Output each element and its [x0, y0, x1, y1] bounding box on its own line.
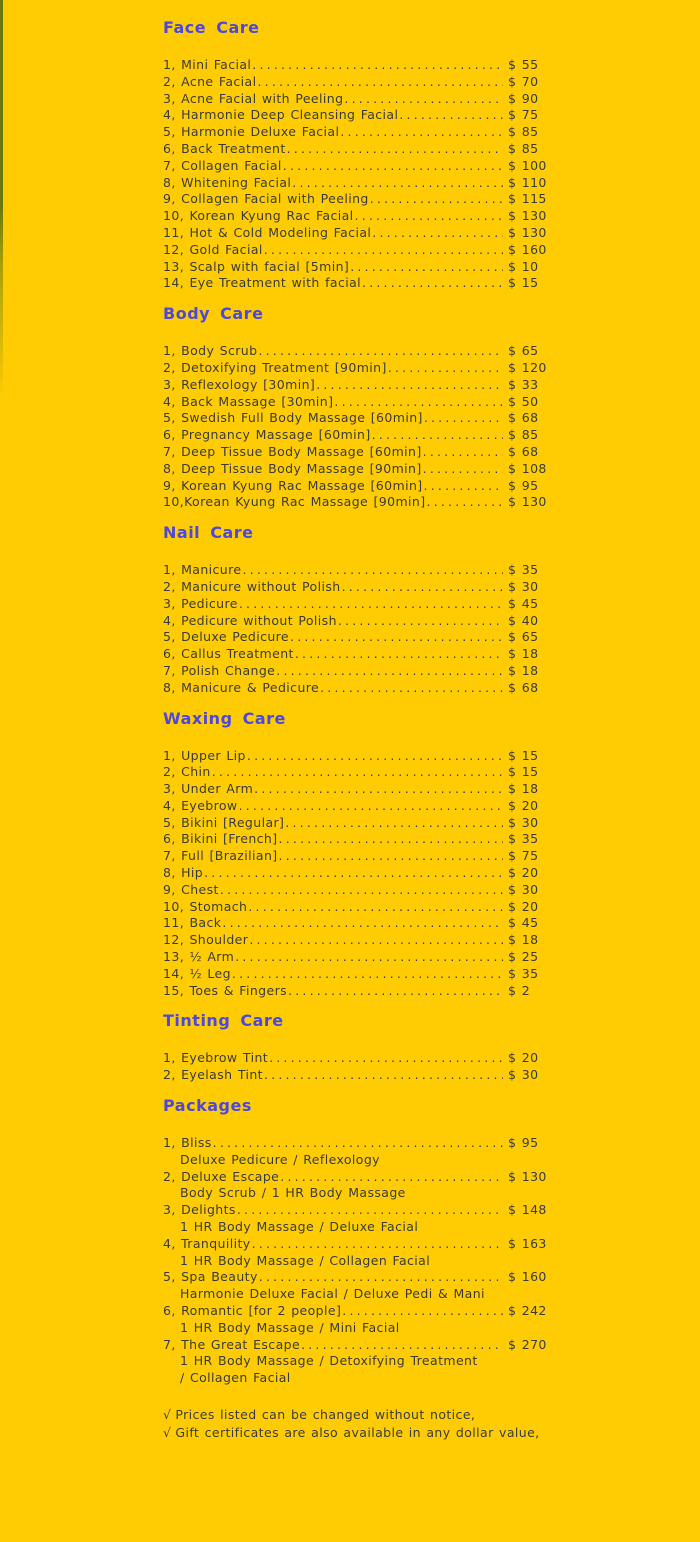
item-label: 8, Whitening Facial	[163, 174, 292, 190]
menu-item-row	[163, 764, 558, 781]
item-price: $ 40	[508, 612, 539, 628]
item-label: 14, ½ Leg	[163, 965, 231, 981]
dot-leader-icon	[355, 208, 503, 225]
dot-leader-icon	[212, 764, 503, 781]
item-label: 11, Back	[163, 915, 222, 931]
item-label: 3, Pedicure	[163, 595, 238, 611]
menu-item-row	[163, 562, 558, 579]
dot-leader-icon	[423, 444, 503, 461]
section-title: Waxing Care	[163, 708, 286, 728]
item-price: $ 18	[508, 781, 539, 797]
item-description: 1 HR Body Massage / Mini Facial	[180, 1319, 400, 1335]
dot-leader-icon	[264, 1067, 503, 1084]
dot-leader-icon	[290, 629, 503, 646]
menu-item-row	[163, 141, 558, 158]
dot-leader-icon	[243, 562, 504, 579]
item-price: $ 2	[508, 982, 531, 998]
menu-item-row	[163, 208, 558, 225]
dot-leader-icon	[280, 1169, 503, 1186]
menu-item-row	[163, 848, 558, 865]
menu-section-1	[163, 306, 563, 511]
item-label: 1, Bliss	[163, 1135, 212, 1151]
item-price: $ 10	[508, 258, 539, 274]
item-label: 1, Mini Facial	[163, 57, 252, 72]
item-label: 12, Gold Facial	[163, 241, 263, 257]
item-price: $ 75	[508, 107, 539, 123]
item-label: 2, Eyelash Tint	[163, 1067, 263, 1083]
item-label: 1, Body Scrub	[163, 343, 258, 359]
item-label: 10, Stomach	[163, 898, 248, 914]
item-price: $ 85	[508, 140, 539, 156]
menu-item-row	[163, 360, 558, 377]
item-label: 4, Pedicure without Polish	[163, 612, 337, 628]
dot-leader-icon	[372, 427, 503, 444]
item-label: 7, Collagen Facial	[163, 157, 282, 173]
menu-item-row	[163, 663, 558, 680]
item-price: $ 160	[508, 241, 547, 257]
section-title: Packages	[163, 1096, 252, 1116]
item-price: $ 270	[508, 1336, 547, 1352]
menu-item-row	[163, 899, 558, 916]
menu-item-row	[163, 831, 558, 848]
item-label: 6, Romantic [for 2 people]	[163, 1303, 342, 1319]
item-label: 5, Deluxe Pedicure	[163, 629, 290, 645]
item-price: $ 15	[508, 747, 539, 763]
item-price: $ 95	[508, 1135, 539, 1151]
menu-sections	[163, 20, 563, 1387]
item-label: 4, Harmonie Deep Cleansing Facial	[163, 107, 399, 123]
item-price: $ 242	[508, 1303, 547, 1319]
item-price: $ 68	[508, 443, 539, 459]
menu-item-row	[163, 815, 558, 832]
item-price: $ 120	[508, 359, 547, 375]
item-label: 11, Hot & Cold Modeling Facial	[163, 224, 372, 240]
item-label: 6, Pregnancy Massage [60min]	[163, 427, 371, 443]
dot-leader-icon	[320, 680, 503, 697]
note-text: Gift certificates are also available in any dollar value,	[175, 1424, 540, 1440]
item-label: 8, Manicure & Pedicure	[163, 679, 320, 695]
check-icon: √	[163, 1407, 172, 1422]
menu-item-row	[163, 175, 558, 192]
menu-item-row	[163, 124, 558, 141]
item-price: $ 108	[508, 460, 547, 476]
item-price: $ 15	[508, 764, 539, 780]
dot-leader-icon	[258, 343, 503, 360]
dot-leader-icon	[340, 124, 503, 141]
item-price: $ 45	[508, 915, 539, 931]
dot-leader-icon	[259, 1269, 503, 1286]
item-description: 1 HR Body Massage / Detoxifying Treatment	[180, 1353, 478, 1369]
section-title: Body Care	[163, 304, 264, 324]
dot-leader-icon	[232, 966, 503, 983]
item-price: $ 148	[508, 1202, 547, 1218]
item-price: $ 115	[508, 191, 547, 207]
dot-leader-icon	[424, 410, 503, 427]
item-description: Deluxe Pedicure / Reflexology	[180, 1151, 380, 1167]
menu-item-row	[163, 107, 558, 124]
section-title: Nail Care	[163, 523, 254, 543]
menu-item-row	[163, 57, 558, 74]
item-price: $ 30	[508, 814, 539, 830]
item-price: $ 30	[508, 1067, 539, 1083]
item-price: $ 130	[508, 1168, 547, 1184]
menu-item-row	[163, 343, 558, 360]
item-label: 10, Korean Kyung Rac Facial	[163, 208, 354, 224]
item-price: $ 35	[508, 562, 539, 578]
item-price: $ 30	[508, 578, 539, 594]
item-label: 8, Deep Tissue Body Massage [90min]	[163, 460, 422, 476]
menu-item-row	[163, 680, 558, 697]
check-icon: √	[163, 1424, 172, 1440]
dot-leader-icon	[239, 798, 503, 815]
price-menu	[163, 20, 563, 1441]
dot-leader-icon	[239, 596, 503, 613]
dot-leader-icon	[423, 461, 503, 478]
dot-leader-icon	[424, 478, 503, 495]
item-description: Body Scrub / 1 HR Body Massage	[180, 1185, 406, 1201]
menu-item-row	[163, 225, 558, 242]
menu-item-row	[163, 865, 558, 882]
menu-item-row	[163, 949, 558, 966]
item-label: 4, Eyebrow	[163, 797, 238, 813]
menu-item-row	[163, 410, 558, 427]
item-label: 8, Hip	[163, 865, 204, 881]
item-label: 9, Chest	[163, 881, 219, 897]
item-label: 7, Full [Brazilian]	[163, 848, 278, 864]
item-label: 6, Bikini [French]	[163, 831, 278, 847]
menu-item-row	[163, 191, 558, 208]
dot-leader-icon	[235, 949, 503, 966]
item-label: 5, Harmonie Deluxe Facial	[163, 124, 340, 140]
section-title: Tinting Care	[163, 1011, 284, 1031]
dot-leader-icon	[279, 831, 503, 848]
item-label: 13, Scalp with facial [5min]	[163, 258, 350, 274]
menu-item-row	[163, 242, 558, 259]
menu-section-2	[163, 525, 563, 696]
dot-leader-icon	[222, 915, 503, 932]
item-label: 5, Swedish Full Body Massage [60min]	[163, 410, 423, 426]
menu-item-row	[163, 427, 558, 444]
menu-item-row	[163, 494, 558, 511]
item-label: 13, ½ Arm	[163, 949, 235, 965]
menu-item-row	[163, 579, 558, 596]
menu-item-row	[163, 1337, 558, 1354]
item-label: 3, Delights	[163, 1202, 236, 1218]
menu-section-4	[163, 1013, 563, 1084]
item-label: 14, Eye Treatment with facial	[163, 275, 362, 291]
menu-item-row	[163, 461, 558, 478]
dot-leader-icon	[288, 983, 503, 1000]
footer-notes	[163, 1406, 563, 1441]
item-price: $ 75	[508, 848, 539, 864]
item-label: 12, Shoulder	[163, 932, 249, 948]
item-price: $ 20	[508, 898, 539, 914]
dot-leader-icon	[372, 225, 503, 242]
item-label: 3, Under Arm	[163, 781, 254, 797]
item-label: 7, Polish Change	[163, 662, 276, 678]
item-label: 6, Back Treatment	[163, 140, 286, 156]
item-price: $ 45	[508, 595, 539, 611]
menu-item-row	[163, 748, 558, 765]
menu-section-3	[163, 708, 563, 1000]
dot-leader-icon	[264, 242, 503, 259]
item-label: 2, Manicure without Polish	[163, 578, 341, 594]
menu-item-row	[163, 915, 558, 932]
dot-leader-icon	[269, 1050, 503, 1067]
dot-leader-icon	[338, 613, 503, 630]
item-label: 2, Acne Facial	[163, 73, 257, 89]
dot-leader-icon	[295, 646, 503, 663]
menu-item-row	[163, 444, 558, 461]
item-price: $ 130	[508, 208, 547, 224]
menu-item-row	[163, 1269, 558, 1286]
item-price: $ 18	[508, 932, 539, 948]
dot-leader-icon	[362, 275, 503, 292]
menu-item-row	[163, 74, 558, 91]
item-description: / Collagen Facial	[180, 1370, 291, 1386]
item-price: $ 25	[508, 949, 539, 965]
dot-leader-icon	[285, 815, 503, 832]
item-label: 9, Collagen Facial with Peeling	[163, 191, 369, 207]
menu-item-row	[163, 1135, 558, 1152]
item-price: $ 68	[508, 410, 539, 426]
menu-item-row	[163, 983, 558, 1000]
note-line	[163, 1406, 563, 1424]
item-price: $ 55	[508, 57, 539, 72]
menu-item-row	[163, 646, 558, 663]
left-edge-strip	[0, 0, 3, 1542]
dot-leader-icon	[283, 158, 503, 175]
item-price: $ 95	[508, 477, 539, 493]
item-price: $ 160	[508, 1269, 547, 1285]
item-price: $ 18	[508, 646, 539, 662]
menu-section-5	[163, 1098, 563, 1387]
item-price: $ 65	[508, 629, 539, 645]
dot-leader-icon	[248, 899, 503, 916]
menu-item-row	[163, 377, 558, 394]
note-line	[163, 1424, 563, 1442]
menu-item-row	[163, 1169, 558, 1186]
item-description: 1 HR Body Massage / Deluxe Facial	[180, 1219, 419, 1235]
dot-leader-icon	[249, 932, 503, 949]
item-label: 7, Deep Tissue Body Massage [60min]	[163, 443, 422, 459]
item-price: $ 163	[508, 1235, 547, 1251]
item-label: 1, Eyebrow Tint	[163, 1050, 269, 1066]
dot-leader-icon	[334, 394, 503, 411]
item-price: $ 110	[508, 174, 547, 190]
menu-item-row	[163, 91, 558, 108]
menu-item-row	[163, 613, 558, 630]
item-price: $ 130	[508, 224, 547, 240]
menu-item-row	[163, 1303, 558, 1320]
item-price: $ 20	[508, 1050, 539, 1066]
item-label: 4, Tranquility	[163, 1235, 251, 1251]
dot-leader-icon	[287, 141, 503, 158]
item-label: 1, Manicure	[163, 562, 242, 578]
item-price: $ 50	[508, 393, 539, 409]
menu-item-row	[163, 259, 558, 276]
item-price: $ 130	[508, 494, 547, 510]
item-price: $ 90	[508, 90, 539, 106]
menu-item-row	[163, 1236, 558, 1253]
menu-item-row	[163, 275, 558, 292]
menu-item-row	[163, 629, 558, 646]
dot-leader-icon	[344, 91, 503, 108]
item-price: $ 30	[508, 881, 539, 897]
item-price: $ 85	[508, 124, 539, 140]
menu-item-row	[163, 478, 558, 495]
note-text: Prices listed can be changed without notice,	[175, 1407, 476, 1422]
item-price: $ 100	[508, 157, 547, 173]
item-label: 9, Korean Kyung Rac Massage [60min]	[163, 477, 423, 493]
menu-item-row	[163, 1050, 558, 1067]
menu-item-row	[163, 596, 558, 613]
dot-leader-icon	[220, 882, 503, 899]
item-price: $ 85	[508, 427, 539, 443]
dot-leader-icon	[204, 865, 503, 882]
item-label: 3, Acne Facial with Peeling	[163, 90, 344, 106]
item-label: 2, Chin	[163, 764, 211, 780]
dot-leader-icon	[237, 1202, 503, 1219]
dot-leader-icon	[257, 74, 503, 91]
item-description: Harmonie Deluxe Facial / Deluxe Pedi & Mani	[180, 1286, 485, 1302]
item-price: $ 18	[508, 662, 539, 678]
item-label: 15, Toes & Fingers	[163, 982, 288, 998]
item-label: 5, Spa Beauty	[163, 1269, 258, 1285]
section-title: Face Care	[163, 18, 260, 37]
dot-leader-icon	[399, 107, 503, 124]
item-label: 2, Detoxifying Treatment [90min]	[163, 359, 387, 375]
item-price: $ 20	[508, 865, 539, 881]
dot-leader-icon	[342, 1303, 503, 1320]
item-price: $ 15	[508, 275, 539, 291]
menu-item-row	[163, 158, 558, 175]
menu-item-row	[163, 966, 558, 983]
dot-leader-icon	[370, 191, 503, 208]
dot-leader-icon	[427, 494, 503, 511]
menu-item-row	[163, 932, 558, 949]
menu-item-row	[163, 1067, 558, 1084]
dot-leader-icon	[342, 579, 503, 596]
menu-item-row	[163, 781, 558, 798]
menu-section-0	[163, 20, 563, 292]
menu-item-row	[163, 394, 558, 411]
dot-leader-icon	[301, 1337, 503, 1354]
dot-leader-icon	[254, 781, 503, 798]
dot-leader-icon	[292, 175, 503, 192]
item-price: $ 20	[508, 797, 539, 813]
item-label: 2, Deluxe Escape	[163, 1168, 280, 1184]
item-price: $ 70	[508, 73, 539, 89]
item-description: 1 HR Body Massage / Collagen Facial	[180, 1252, 431, 1268]
item-label: 5, Bikini [Regular]	[163, 814, 285, 830]
item-label: 7, The Great Escape	[163, 1336, 301, 1352]
item-price: $ 33	[508, 376, 539, 392]
dot-leader-icon	[252, 1236, 503, 1253]
item-label: 3, Reflexology [30min]	[163, 376, 316, 392]
dot-leader-icon	[350, 259, 503, 276]
dot-leader-icon	[316, 377, 503, 394]
dot-leader-icon	[213, 1135, 503, 1152]
menu-item-row	[163, 798, 558, 815]
item-label: 1, Upper Lip	[163, 747, 246, 763]
item-price: $ 68	[508, 679, 539, 695]
item-price: $ 65	[508, 343, 539, 359]
item-label: 6, Callus Treatment	[163, 646, 294, 662]
item-price: $ 35	[508, 965, 539, 981]
item-label: 10,Korean Kyung Rac Massage [90min]	[163, 494, 426, 510]
dot-leader-icon	[276, 663, 503, 680]
menu-item-row	[163, 1202, 558, 1219]
dot-leader-icon	[252, 57, 503, 74]
item-label: 4, Back Massage [30min]	[163, 393, 334, 409]
menu-item-row	[163, 882, 558, 899]
dot-leader-icon	[388, 360, 503, 377]
dot-leader-icon	[279, 848, 503, 865]
item-price: $ 35	[508, 831, 539, 847]
dot-leader-icon	[247, 748, 503, 765]
